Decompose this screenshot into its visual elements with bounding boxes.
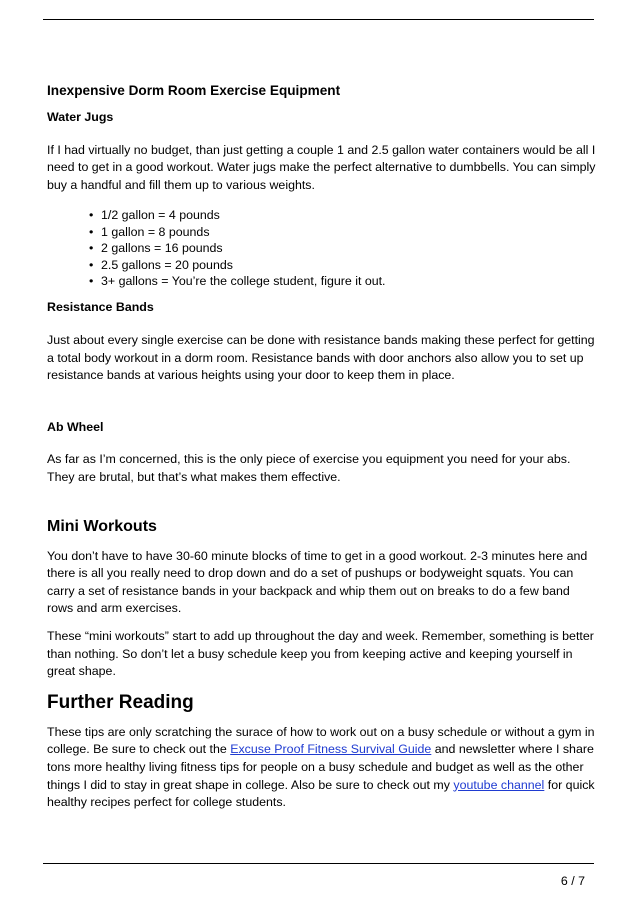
resistance-bands-paragraph: Just about every single exercise can be done with resistance bands making these perfect for getting a total body workout in a dorm room. Resistance bands with door anchors also allow you to set up resistance bands at various heights using your door to keep them in place. <box>47 333 595 383</box>
youtube-channel-link[interactable]: youtube channel <box>453 777 545 792</box>
mini-workouts-paragraph-1: You don’t have to have 30-60 minute blocks of time to get in a good workout. 2-3 minutes here and there is all you really need to drop down and do a set of pushups or bodyweight squats. You can carry a set of resistance bands in your backpack and whip them out on breaks to do a few band rows and arm exercises. <box>47 548 588 616</box>
further-reading-paragraph <box>47 724 599 812</box>
survival-guide-link[interactable]: Excuse Proof Fitness Survival Guide <box>230 742 432 757</box>
header-rule <box>43 19 594 20</box>
list-item: • 2 gallons = 16 pounds <box>89 240 599 256</box>
further-reading-heading: Further Reading <box>47 691 194 713</box>
water-jugs-paragraph: If I had virtually no budget, than just getting a couple 1 and 2.5 gallon water containers would be all I need to get in a good workout. Water jugs make the perfect alternative to dumbbells. You can simply buy a handful and fill them up to various weights. <box>47 142 596 192</box>
list-item: • 1/2 gallon = 4 pounds <box>89 207 599 223</box>
page-number: 6 / 7 <box>560 874 585 888</box>
water-jug-weights-list <box>47 207 599 289</box>
footer-rule <box>43 863 594 864</box>
list-item: • 3+ gallons = You’re the college student, figure it out. <box>89 273 599 289</box>
list-item: • 1 gallon = 8 pounds <box>89 224 599 240</box>
ab-wheel-paragraph: As far as I’m concerned, this is the only piece of exercise you equipment you need for your abs. They are brutal, but that’s what makes them effective. <box>47 452 571 484</box>
further-text-3: for quick healthy recipes perfect for college students. <box>47 777 595 810</box>
section-title: Inexpensive Dorm Room Exercise Equipment <box>47 83 341 98</box>
list-item: • 2.5 gallons = 20 pounds <box>89 257 599 273</box>
further-text-1: These tips are only scratching the surace of how to work out on a busy schedule or without a gym in college. Be sure to check out the <box>47 724 595 757</box>
mini-workouts-heading: Mini Workouts <box>47 517 157 535</box>
resistance-bands-heading: Resistance Bands <box>47 300 154 315</box>
water-jugs-heading: Water Jugs <box>47 110 114 124</box>
ab-wheel-heading: Ab Wheel <box>47 419 104 434</box>
page-content <box>47 82 599 812</box>
further-text-2: and newsletter where I share tons more healthy living fitness tips for people on a busy schedule and budget as well as the other things I did to stay in great shape in college. Also be sure to check out my <box>47 742 594 792</box>
mini-workouts-paragraph-2: These “mini workouts” start to add up throughout the day and week. Remember, something is better than nothing. So don’t let a busy schedule keep you from keeping active and keeping yourself in great shape. <box>47 628 594 679</box>
